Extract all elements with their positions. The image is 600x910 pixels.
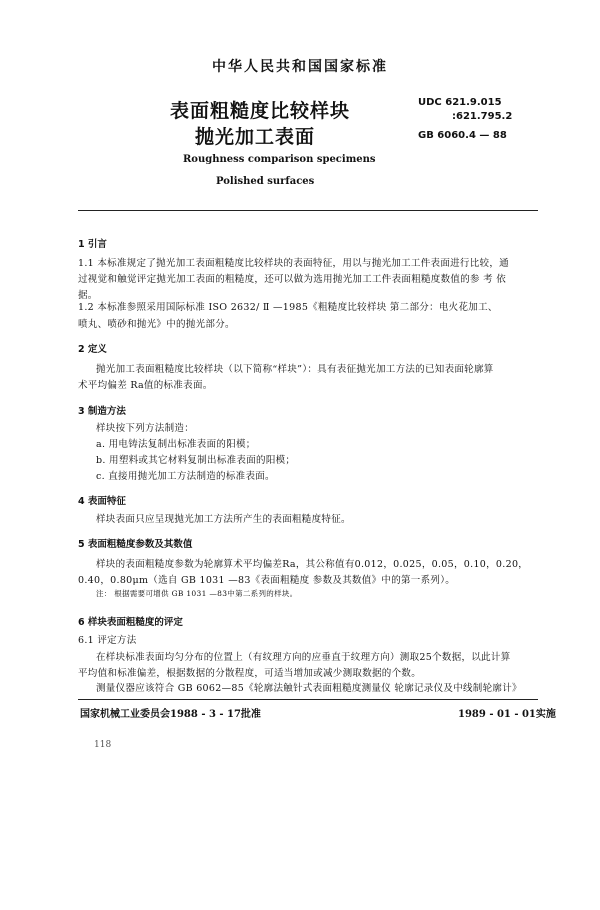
section-1-2-line2: 喷丸、喷砂和抛光》中的抛光部分。 (78, 319, 235, 330)
section-6-1-heading: 6.1 评定方法 (78, 635, 137, 646)
udc-code-continued: :621.795.2 (452, 111, 513, 122)
udc-code: UDC 621.9.015 (418, 97, 502, 108)
title-english-line2: Polished surfaces (216, 176, 315, 187)
section-6-1-line1: 在样块标准表面均匀分布的位置上（有纹理方向的应垂直于纹理方向）测取25个数据，以此计算 (96, 652, 511, 663)
section-6-1-line3: 测量仪器应该符合 GB 6062—85《轮廓法触针式表面粗糙度测量仪 轮廓记录仪及中线制轮廓计》 (96, 683, 522, 694)
section-3-item-b: b. 用塑料或其它材料复制出标准表面的阳模； (96, 455, 296, 466)
section-6-heading: 6 样块表面粗糙度的评定 (78, 617, 183, 628)
section-1-heading: 1 引言 (78, 239, 107, 250)
section-6-1-line2: 平均值和标准偏差，根据数据的分散程度，可适当增加或减少测取数据的个数。 (78, 668, 422, 679)
section-5-note: 注： 根据需要可增供 GB 1031 —83中第二系列的样块。 (96, 589, 298, 598)
standard-body-header: 中华人民共和国国家标准 (212, 59, 388, 75)
title-chinese-line1: 表面粗糙度比较样块 (170, 100, 351, 122)
section-2-heading: 2 定义 (78, 344, 107, 355)
section-5-line2: 0.40，0.80μm（选自 GB 1031 —83《表面粗糙度 参数及其数值》中的第一系列）。 (78, 575, 456, 586)
section-1-1-line3: 据。 (78, 290, 98, 301)
section-3-intro: 样块按下列方法制造： (96, 423, 195, 434)
section-3-item-a: a. 用电铸法复制出标准表面的阳模； (96, 439, 256, 450)
section-3-item-c: c. 直接用抛光加工方法制造的标准表面。 (96, 471, 275, 482)
title-english-line1: Roughness comparison specimens (183, 154, 376, 165)
header-divider (78, 210, 538, 211)
section-5-line1: 样块的表面粗糙度参数为轮廓算术平均偏差Ra，其公称值有0.012，0.025，0.05，0.10，0.20， (96, 559, 529, 570)
section-4-line1: 样块表面只应呈现抛光加工方法所产生的表面粗糙度特征。 (96, 514, 351, 525)
gb-standard-code: GB 6060.4 — 88 (418, 130, 507, 141)
section-1-2-line1: 1.2 本标准参照采用国际标准 ISO 2632/ Ⅱ —1985《粗糙度比较样块 第二部分：电火花加工、 (78, 302, 498, 313)
section-3-heading: 3 制造方法 (78, 406, 126, 417)
section-4-heading: 4 表面特征 (78, 496, 126, 507)
title-chinese-line2: 抛光加工表面 (195, 126, 316, 148)
page-number: 118 (94, 740, 112, 750)
approval-date: 国家机械工业委员会1988 - 3 - 17批准 (80, 709, 261, 720)
section-2-line2: 术平均偏差 Ra值的标准表面。 (78, 380, 213, 391)
section-1-1-line1: 1.1 本标准规定了抛光加工表面粗糙度比较样块的表面特征，用以与抛光加工工件表面进行比较，通 (78, 258, 509, 269)
section-1-1-line2: 过视觉和触觉评定抛光加工表面的粗糙度，还可以做为选用抛光加工工件表面粗糙度数值的参 考 依 (78, 274, 507, 285)
section-5-heading: 5 表面粗糙度参数及其数值 (78, 539, 193, 550)
implementation-date: 1989 - 01 - 01实施 (458, 709, 556, 720)
section-2-line1: 抛光加工表面粗糙度比较样块（以下简称“样块”）：具有表征抛光加工方法的已知表面轮廓算 (96, 364, 494, 375)
footer-divider (78, 699, 538, 700)
